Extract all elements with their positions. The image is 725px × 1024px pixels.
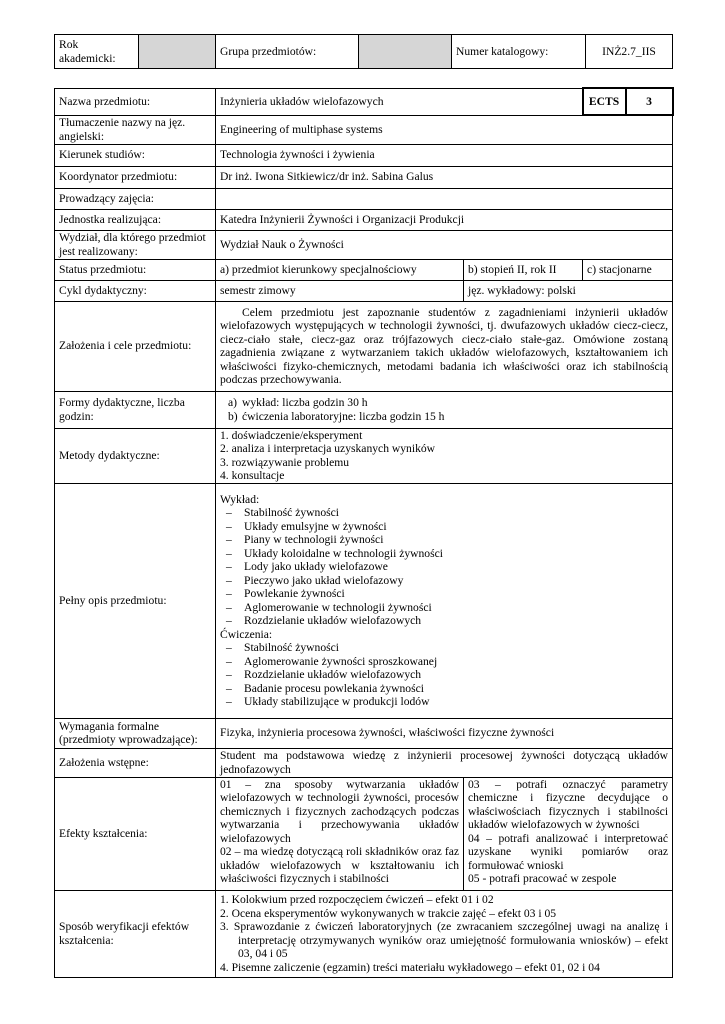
zalozenia-wstepne-value: Student ma podstawowa wiedzę z inżynierii procesowej żywności dotyczącą układów jednofazowych (216, 748, 673, 777)
wyklad-item: – Lody jako układy wielofazowe (220, 560, 668, 574)
efekt-item: 04 – potrafi analizować i interpretować uzyskane wyniki pomiarów oraz formułować wnioski (468, 831, 669, 872)
jednostka-label: Jednostka realizująca: (55, 209, 216, 230)
grupa-przedmiotow-value (359, 35, 452, 69)
weryfikacja-item: 4. Pisemne zaliczenie (egzamin) treści materiału wykładowego – efekt 01, 02 i 04 (220, 960, 600, 974)
nazwa-value: Inżynieria układów wielofazowych (216, 88, 583, 115)
formy-list (216, 391, 673, 428)
zalozenia-cele-value: Celem przedmiotu jest zapoznanie studentów z zagadnieniami inżynierii układów wielofazowych występujących w technologii żywności, tj. dwufazowych układów ciecz-ciecz, ciecz-ciało stałe, ciecz-gaz oraz trójfazowych ciecz-ciało stałe-gaz. Omówione zostaną zagadnienia związane z wytwarzaniem takich układów wielofazowych, kształtowaniem ich właściwości fizyko-chemicznych, metodami badania ich właściwości oraz ich stabilnością podczas przechowywania. (216, 301, 673, 391)
wymagania-label: Wymagania formalne (przedmioty wprowadzające): (55, 718, 216, 748)
metody-item: 2. analiza i interpretacja uzyskanych wyników (220, 442, 436, 455)
opis-cwiczenia-title: Ćwiczenia: (220, 627, 273, 641)
jednostka-value: Katedra Inżynierii Żywności i Organizacji Produkcji (216, 209, 673, 230)
zalozenia-cele-label: Założenia i cele przedmiotu: (55, 301, 216, 391)
formy-label: Formy dydaktyczne, liczba godzin: (55, 391, 216, 428)
wyklad-item: – Piany w technologii żywności (220, 533, 668, 547)
rok-akademicki-value (139, 35, 216, 69)
wydzial-label: Wydział, dla którego przedmiot jest realizowany: (55, 230, 216, 259)
rok-akademicki-label: Rok akademicki: (55, 35, 139, 69)
cwiczenia-item: – Badanie procesu powlekania żywności (220, 682, 668, 696)
efekty-right (464, 777, 673, 890)
metody-item: 4. konsultacje (220, 469, 285, 482)
prowadzacy-value (216, 188, 673, 209)
wyklad-item: – Układy emulsyjne w żywności (220, 520, 668, 534)
opis-content (216, 483, 673, 718)
koordynator-label: Koordynator przedmiotu: (55, 166, 216, 188)
koordynator-value: Dr inż. Iwona Sitkiewicz/dr inż. Sabina Galus (216, 166, 673, 188)
metody-label: Metody dydaktyczne: (55, 428, 216, 483)
zalozenia-wstepne-label: Założenia wstępne: (55, 748, 216, 777)
status-c: c) stacjonarne (583, 259, 673, 280)
weryfikacja-item: 1. Kolokwium przed rozpoczęciem ćwiczeń – efekt 01 i 02 (220, 893, 494, 906)
status-a: a) przedmiot kierunkowy specjalnościowy (216, 259, 464, 280)
metody-item: 1. doświadczenie/eksperyment (220, 428, 363, 442)
cykl-label: Cykl dydaktyczny: (55, 280, 216, 301)
formy-item: b) ćwiczenia laboratoryjne: liczba godzin 15 h (228, 409, 445, 423)
header-table (54, 34, 673, 69)
wyklad-item: – Aglomerowanie w technologii żywności (220, 601, 668, 615)
efekty-label: Efekty kształcenia: (55, 777, 216, 890)
metody-list (216, 428, 673, 483)
wyklad-item: – Powlekanie żywności (220, 587, 668, 601)
weryfikacja-label: Sposób weryfikacji efektów kształcenia: (55, 890, 216, 977)
weryfikacja-item: 3. Sprawozdanie z ćwiczeń laboratoryjnych (ze zwracaniem szczególnej uwagi na analizę i interpretację otrzymywanych wyników oraz umiejętność formułowania wniosków) – efekt 03, 04 i 05 (220, 920, 669, 960)
efekt-item: 05 - potrafi pracować w zespole (468, 872, 617, 885)
wyklad-item: – Pieczywo jako układ wielofazowy (220, 574, 668, 588)
opis-label: Pełny opis przedmiotu: (55, 483, 216, 718)
status-label: Status przedmiotu: (55, 259, 216, 280)
ects-value: 3 (626, 88, 673, 115)
numer-katalogowy-value: INŻ2.7_IIS (586, 35, 673, 69)
prowadzacy-label: Prowadzący zajęcia: (55, 188, 216, 209)
weryfikacja-list (216, 890, 673, 977)
weryfikacja-item: 2. Ocena eksperymentów wykonywanych w trakcie zajęć – efekt 03 i 05 (220, 906, 557, 920)
wydzial-value: Wydział Nauk o Żywności (216, 230, 673, 259)
kierunek-label: Kierunek studiów: (55, 144, 216, 166)
cykl-value: semestr zimowy (216, 280, 464, 301)
efekty-left (216, 777, 464, 890)
formy-item: a) wykład: liczba godzin 30 h (228, 396, 368, 409)
metody-item: 3. rozwiązywanie problemu (220, 455, 350, 469)
grupa-przedmiotow-label: Grupa przedmiotów: (216, 35, 359, 69)
efekt-item: 02 – ma wiedzę dotyczącą roli składników oraz faz układów wielofazowych w kształtowaniu ich właściwości fizycznych i stabilności (220, 845, 459, 885)
wyklad-item: – Rozdzielanie układów wielofazowych (220, 614, 668, 628)
wymagania-value: Fizyka, inżynieria procesowa żywności, właściwości fizyczne żywności (216, 718, 673, 748)
tlumaczenie-label: Tłumaczenie nazwy na jęz. angielski: (55, 115, 216, 144)
efekt-item: 03 – potrafi oznaczyć parametry chemiczne i fizyczne decydujące o właściwościach fizycznych i stabilności układów wielofazowych w żywności (468, 777, 669, 831)
tlumaczenie-value: Engineering of multiphase systems (216, 115, 673, 144)
nazwa-label: Nazwa przedmiotu: (55, 88, 216, 115)
cwiczenia-item: – Rozdzielanie układów wielofazowych (220, 668, 668, 682)
jezyk-value: jęz. wykładowy: polski (464, 280, 673, 301)
kierunek-value: Technologia żywności i żywienia (216, 144, 673, 166)
efekt-item: 01 – zna sposoby wytwarzania układów wielofazowych w technologii żywności, procesów chemicznych i fizycznych zachodzących podczas wytwarzania i przechowywania układów wielofazowych (220, 777, 459, 845)
cwiczenia-item: – Stabilność żywności (220, 641, 668, 655)
status-b: b) stopień II, rok II (464, 259, 583, 280)
course-table (54, 87, 674, 978)
ects-label: ECTS (583, 88, 626, 115)
cwiczenia-item: – Układy stabilizujące w produkcji lodów (220, 695, 668, 709)
opis-wyklad-title: Wykład: (220, 492, 260, 506)
wyklad-item: – Stabilność żywności (220, 506, 668, 520)
cwiczenia-item: – Aglomerowanie żywności sproszkowanej (220, 655, 668, 669)
numer-katalogowy-label: Numer katalogowy: (452, 35, 586, 69)
wyklad-item: – Układy koloidalne w technologii żywności (220, 547, 668, 561)
